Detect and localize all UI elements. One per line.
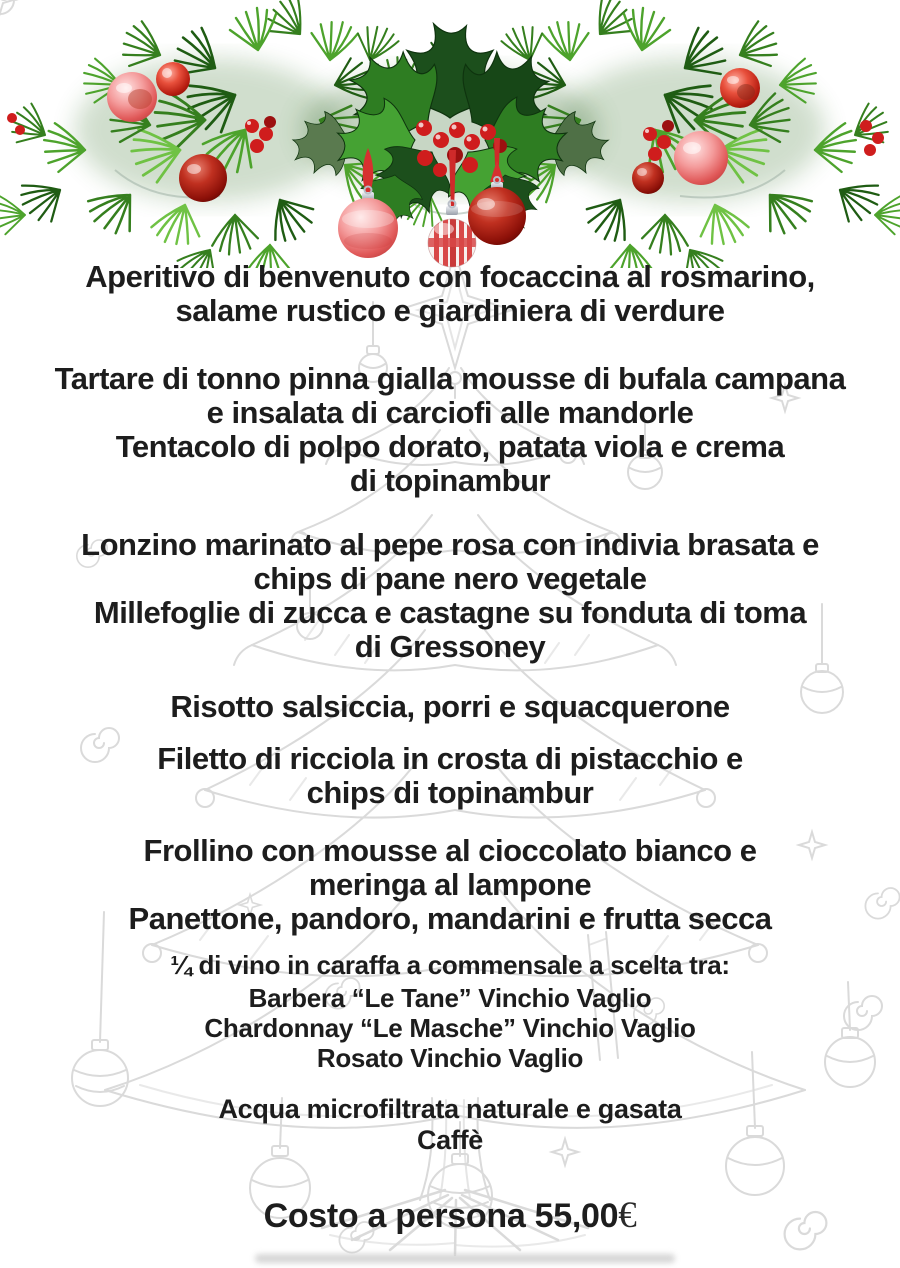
menu-section-dolci (0, 834, 900, 936)
menu-line: Tentacolo di polpo dorato, patata viola e crema (115, 429, 785, 464)
price-line (0, 1194, 900, 1237)
price-text: Costo a persona 55,00 (263, 1197, 619, 1235)
menu-line: Tartare di tonno pinna gialla mousse di bufala campana (54, 361, 846, 396)
wine-option: Rosato Vinchio Vaglio (316, 1043, 584, 1073)
menu-line: Aperitivo di benvenuto con focaccina al rosmarino, (85, 259, 815, 294)
beverage-line: Acqua microfiltrata naturale e gasata (218, 1094, 682, 1124)
menu-line: Filetto di ricciola in crosta di pistacchio e (157, 741, 743, 776)
menu-line: Millefoglie di zucca e castagne su fonduta di toma (93, 595, 807, 630)
wine-option: Chardonnay “Le Masche” Vinchio Vaglio (204, 1013, 696, 1043)
wine-intro-line: ¼ di vino in caraffa a commensale a scelta tra: (170, 950, 730, 980)
menu-line: di topinambur (349, 463, 551, 498)
menu-section-antipasti (0, 362, 900, 498)
menu-section-primo (0, 690, 900, 724)
menu-section-vini (0, 950, 900, 1073)
menu-line: Panettone, pandoro, mandarini e frutta secca (128, 901, 772, 936)
menu-line: Risotto salsiccia, porri e squacquerone (170, 689, 730, 724)
menu-line: Frollino con mousse al cioccolato bianco e (143, 833, 757, 868)
euro-currency-symbol: € (618, 1195, 637, 1236)
menu-line: chips di topinambur (306, 775, 594, 810)
menu-line: di Gressoney (354, 629, 546, 664)
menu-section-secondi-antipasti (0, 528, 900, 664)
menu-line: chips di pane nero vegetale (253, 561, 647, 596)
menu-line: Lonzino marinato al pepe rosa con indivia brasata e (81, 527, 819, 562)
menu-section-aperitivo (0, 260, 900, 328)
menu-line: e insalata di carciofi alle mandorle (206, 395, 694, 430)
menu-line: meringa al lampone (308, 867, 592, 902)
menu-section-secondo (0, 742, 900, 810)
menu-section-bevande (0, 1094, 900, 1156)
menu-line: salame rustico e giardiniera di verdure (175, 293, 725, 328)
beverage-line: Caffè (416, 1125, 483, 1155)
wine-option: Barbera “Le Tane” Vinchio Vaglio (248, 983, 652, 1013)
